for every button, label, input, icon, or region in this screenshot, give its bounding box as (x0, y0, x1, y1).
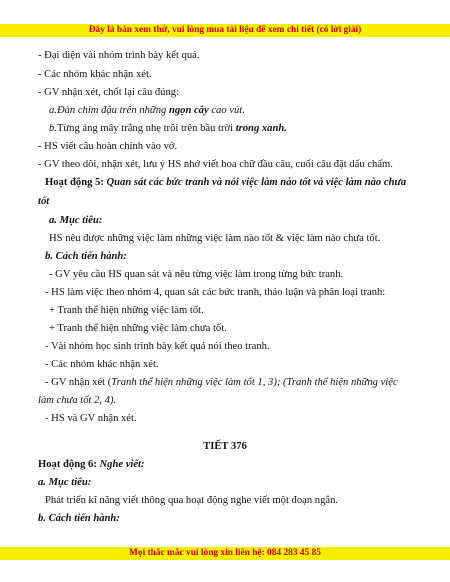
text-line: - HS làm việc theo nhóm 4, quan sát các bức tranh, thảo luận và phân loại tranh: (45, 287, 386, 298)
text-line: + Tranh thể hiện những việc làm chưa tốt. (49, 323, 227, 334)
text-line: - HS viết câu hoàn chỉnh vào vở. (38, 141, 178, 152)
text-line: - GV nhận xét, chốt lại câu đúng: (38, 87, 180, 98)
text-line: - Đại diện vài nhóm trình bày kết quả. (38, 50, 200, 61)
teacher-comment (45, 376, 398, 390)
answer-b-emphasis: trong xanh. (235, 123, 287, 134)
activity-5-label: Hoạt động 5: (45, 177, 107, 188)
activity-5-title: Quan sát các bức tranh và nói việc làm nào tốt và việc làm nào chưa (106, 177, 407, 188)
objective-heading: a. Mục tiêu: (49, 215, 103, 226)
text-line: + Tranh thể hiện những việc làm tốt. (49, 305, 204, 316)
answer-a-end: cao vút. (208, 105, 245, 116)
teacher-comment-label: - GV nhận xét ( (45, 377, 112, 388)
answer-b-label: b. (49, 123, 57, 134)
activity-5-heading (45, 176, 406, 190)
text-line: - GV yêu cầu HS quan sát và nêu từng việc làm trong từng bức tranh. (49, 269, 344, 280)
objective-heading: a. Mục tiêu: (38, 477, 92, 488)
answer-a-emphasis: ngọn cây (168, 105, 209, 116)
text-line: - HS và GV nhận xét. (45, 413, 137, 424)
text-line: HS nêu được những việc làm những việc làm nào tốt & việc làm nào chưa tốt. (49, 233, 381, 244)
procedure-heading: b. Cách tiến hành: (45, 251, 127, 262)
teacher-comment-cont: làm chưa tốt 2, 4). (38, 395, 117, 406)
text-line: Phát triển kĩ năng viết thông qua hoạt động nghe viết một đoạn ngắn. (45, 495, 339, 506)
activity-6-label: Hoạt động 6: (38, 459, 100, 470)
section-heading: TIẾT 376 (203, 441, 247, 452)
procedure-heading: b. Cách tiến hành: (38, 513, 120, 524)
text-line: - GV theo dõi, nhận xét, lưu ý HS nhớ viết hoa chữ đầu câu, cuối câu đặt dấu chấm. (38, 159, 393, 170)
answer-b (49, 122, 287, 136)
text-line: - Vài nhóm học sinh trình bày kết quả nói theo tranh. (45, 341, 270, 352)
preview-banner: Đây là bản xem thử, vui lòng mua tài liệu để xem chi tiết (có lời giải) (0, 24, 450, 37)
activity-6-heading (38, 458, 145, 472)
activity-5-title-cont: tốt (38, 196, 50, 207)
answer-a (49, 104, 245, 118)
teacher-comment-text: Tranh thể hiện những việc làm tốt 1, 3); (Tranh thể hiện những việc (111, 377, 398, 388)
answer-b-text: Từng áng mây trắng nhẹ trôi trên bầu trời (56, 123, 236, 134)
answer-a-text: a.Đàn chim đậu trên những (49, 105, 169, 116)
text-line: - Các nhóm khác nhận xét. (45, 359, 159, 370)
contact-banner: Mọi thắc mắc vui lòng xin liên hệ: 084 283 45 85 (0, 547, 450, 560)
activity-6-title: Nghe viết: (99, 459, 145, 470)
text-line: - Các nhóm khác nhận xét. (38, 69, 152, 80)
